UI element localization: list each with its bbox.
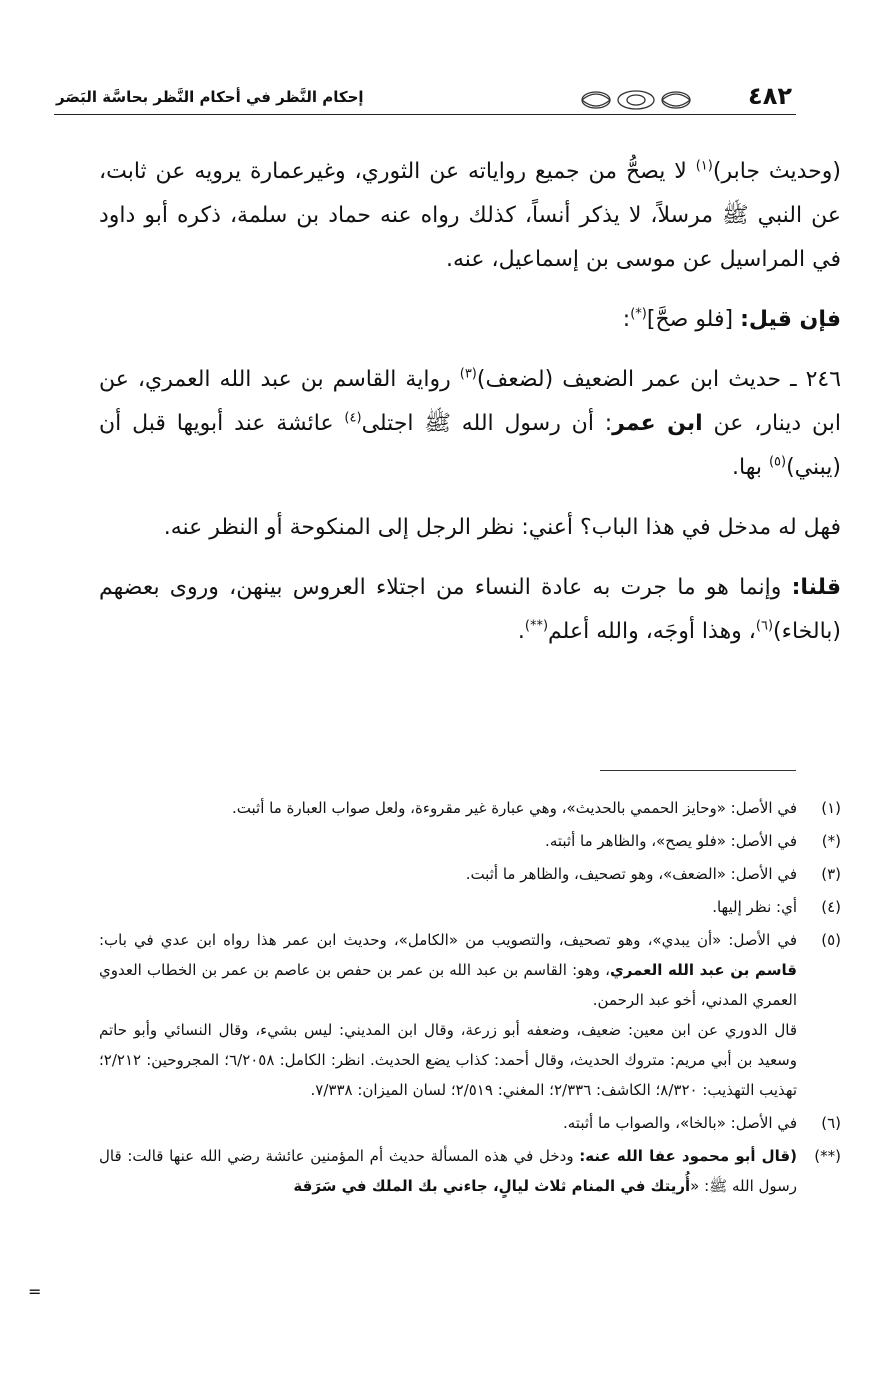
footnote-number: (٦) [821,1114,841,1132]
footnote-item [99,925,841,1105]
text: لا يصحُّ من جميع رواياته عن الثوري، وغيرعمارة يرويه عن ثابت، عن النبي ﷺ مرسلاً، لا يذكر أنساً، كذلك رواه عنه حماد بن سلمة، ذكره أبو داود في المراسيل عن موسى بن إسماعيل، عنه. [99,159,841,272]
footnote-text: في الأصل: «وحايز الحممي بالحديث»، وهي عبارة غير مقروءة، ولعل صواب العبارة ما أثبت. [232,799,797,817]
text: . [517,619,525,644]
footnote-item [99,892,841,922]
page-number: ٤٨٢ [748,82,792,110]
text: بها. [732,455,769,480]
footnote-number: (١) [821,799,841,817]
paragraph-answer [99,566,841,654]
paragraph-jabir [99,150,841,282]
keyword: قاسم بن عبد الله العمري [610,961,797,979]
text: ودخل في هذه المسألة حديث أم المؤمنين عائشة رضي الله عنها قالت: قال رسول الله ﷺ: « [99,1147,797,1195]
keyword: قلنا: [791,575,841,600]
footnote-number: (٣) [821,865,841,883]
footnotes [99,790,841,1204]
text: وإنما هو ما جرت به عادة النساء من اجتلاء العروس بينهن، وروى بعضهم (بالخاء) [99,575,841,644]
footnote-ref: (**) [524,618,549,634]
footnote-number: (**) [814,1147,841,1165]
footnote-divider [600,770,796,771]
footnote-text [99,1141,797,1201]
keyword: (قال أبو محمود عفا الله عنه: [579,1147,797,1165]
keyword: أُريتك في المنام ثلاث ليالٍ، جاءني بك الملك في سَرَقة [293,1177,691,1195]
footnote-text: في الأصل: «بالخا»، والصواب ما أثبته. [563,1114,797,1132]
text: ، وهو: القاسم بن عبد الله بن عمر بن حفص بن عاصم بن عمر بن الخطاب العدوي العمري المدني، أخو عبد الرحمن. [99,961,797,1009]
text: [فلو صحَّ] [646,307,741,332]
continuation-mark: = [28,1282,42,1301]
keyword: ابن عمر [612,411,703,436]
footnote-text: في الأصل: «الضعف»، وهو تصحيف، والظاهر ما أثبت. [465,865,797,883]
text: عائشة عند أبويها قبل أن (يبني) [99,411,841,480]
text: : [622,307,631,332]
text: (وحديث جابر) [712,159,841,184]
ornament-icon [576,88,696,112]
text: رواية القاسم بن عبد الله العمري، عن ابن دينار، عن [99,367,842,436]
footnote-number: (٤) [821,898,841,916]
footnote-text: في الأصل: «فلو يصح»، والظاهر ما أثبته. [545,832,797,850]
footnote-item [99,1108,841,1138]
text: ، وهذا أوجَه، والله أعلم [548,619,756,644]
footnote-item [99,859,841,889]
running-title: إحكام النَّظر في أحكام النَّظر بحاسَّة البَصَر [56,88,364,106]
footnote-number: (٥) [821,931,841,949]
text: في الأصل: «أن يبدي»، وهو تصحيف، والتصويب من «الكامل»، وحديث ابن عمر هذا رواه ابن عدي في باب: [99,931,797,949]
footnote-item [99,793,841,823]
paragraph-inquiry: فهل له مدخل في هذا الباب؟ أعني: نظر الرجل إلى المنكوحة أو النظر عنه. [163,515,841,540]
footnote-item [99,1141,841,1201]
footnote-ref: (١) [695,158,713,174]
footnote-text: أي: نظر إليها. [712,898,797,916]
text: قال الدوري عن ابن معين: ضعيف، وضعفه أبو زرعة، وقال ابن المديني: ليس بشيء، وقال النسائي وأبو حاتم وسعيد بن أبي مريم: متروك الحديث، وقال أحمد: كذاب يضع الحديث. انظر: الكامل: ٦/٢٠٥٨؛ المجروحين: ٢/٢١٢؛ تهذيب التهذيب: ٨/٣٢٠؛ الكاشف: ٢/٣٣٦؛ المغني: ٢/٥١٩؛ لسان الميزان: ٧/٣٣٨. [99,1021,797,1099]
footnote-ref: (٥) [768,454,787,470]
footnote-ref: (٣) [459,366,477,382]
keyword: فإن قيل: [740,307,841,332]
text: ٢٤٦ ـ حديث ابن عمر الضعيف (لضعف) [476,367,842,392]
footnote-text [99,925,797,1105]
footnote-ref: (*) [630,306,647,322]
main-text [99,150,841,670]
paragraph-question [99,298,841,342]
text: : أن رسول الله ﷺ اجتلى [361,411,613,436]
footnote-item [99,826,841,856]
footnote-ref: (٦) [755,618,774,634]
footnote-number: (*) [821,832,841,850]
paragraph-hadith-246 [99,358,841,490]
page-header [54,82,796,115]
footnote-ref: (٤) [344,410,362,426]
